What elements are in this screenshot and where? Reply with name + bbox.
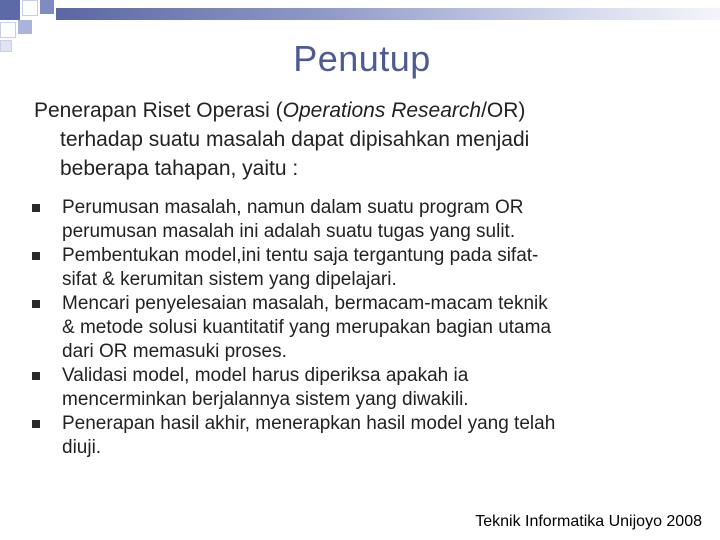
decor-square [40, 0, 54, 14]
square-bullet-icon [32, 420, 40, 428]
list-item-line: Perumusan masalah, namun dalam suatu program OR [62, 197, 524, 218]
list-item-line: Mencari penyelesaian masalah, bermacam-macam teknik [62, 293, 548, 314]
square-bullet-icon [32, 204, 40, 212]
footer-text: Teknik Informatika Unijoyo 2008 [475, 513, 702, 530]
list-item-line: mencerminkan berjalannya sistem yang diwakili. [62, 389, 469, 410]
list-item-line: sifat & kerumitan sistem yang dipelajari. [62, 269, 397, 290]
step-list [32, 196, 692, 460]
list-item [32, 292, 692, 364]
square-bullet-icon [32, 372, 40, 380]
list-item-line: Pembentukan model,ini tentu saja tergantung pada sifat- [62, 245, 539, 266]
list-item-line: Validasi model, model harus diperiksa apakah ia [62, 365, 469, 386]
list-item [32, 412, 692, 460]
intro-line-1 [34, 96, 704, 125]
slide-title: Penutup [293, 38, 431, 79]
decor-square [18, 20, 32, 34]
intro-suffix: /OR) [481, 99, 526, 122]
intro-paragraph [34, 96, 704, 183]
list-item-line: Penerapan hasil akhir, menerapkan hasil model yang telah [62, 413, 556, 434]
decor-square [22, 0, 38, 16]
intro-emphasis: Operations Research [282, 99, 482, 122]
square-bullet-icon [32, 300, 40, 308]
intro-line-2: terhadap suatu masalah dapat dipisahkan menjadi [60, 128, 530, 151]
list-item [32, 196, 692, 244]
list-item-line: diuji. [62, 437, 102, 458]
list-item [32, 244, 692, 292]
list-item-line: dari OR memasuki proses. [62, 341, 287, 362]
list-item [32, 364, 692, 412]
list-item-line: & metode solusi kuantitatif yang merupakan bagian utama [62, 317, 552, 338]
list-item-line: perumusan masalah ini adalah suatu tugas yang sulit. [62, 221, 516, 242]
decor-square [0, 22, 16, 38]
header-gradient-bar [56, 8, 720, 20]
intro-prefix: Penerapan Riset Operasi ( [34, 99, 283, 122]
intro-line-3: beberapa tahapan, yaitu : [60, 157, 299, 180]
square-bullet-icon [32, 252, 40, 260]
decor-square [0, 0, 20, 20]
